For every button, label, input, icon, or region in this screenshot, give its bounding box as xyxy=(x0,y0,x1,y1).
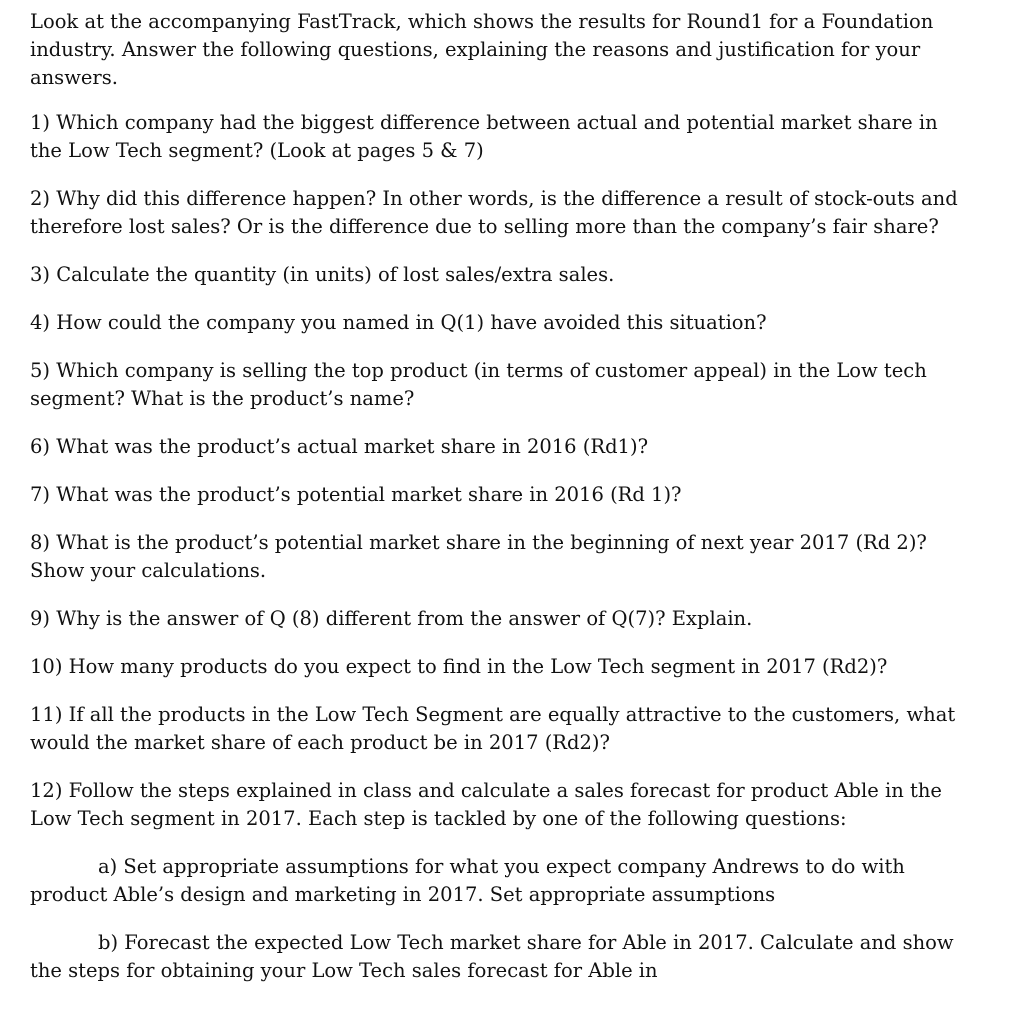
question-9: 9) Why is the answer of Q (8) different from the answer of Q(7)? Explain. xyxy=(30,607,753,630)
question-8: 8) What is the product’s potential market share in the beginning of next year 2017 (Rd 2)? Show your calculations. xyxy=(30,531,927,582)
document-body xyxy=(30,8,970,1005)
question-6: 6) What was the product’s actual market share in 2016 (Rd1)? xyxy=(30,435,649,458)
subquestion-a: a) Set appropriate assumptions for what you expect company Andrews to do with product Able’s design and marketing in 2017. Set appropriate assumptions xyxy=(30,855,905,906)
subquestion-b: b) Forecast the expected Low Tech market share for Able in 2017. Calculate and show the steps for obtaining your Low Tech sales forecast for Able in xyxy=(30,931,954,982)
question-12: 12) Follow the steps explained in class and calculate a sales forecast for product Able in the Low Tech segment in 2017. Each step is tackled by one of the following questions: xyxy=(30,779,942,830)
question-4: 4) How could the company you named in Q(1) have avoided this situation? xyxy=(30,311,767,334)
question-1: 1) Which company had the biggest difference between actual and potential market share in the Low Tech segment? (Look at pages 5 & 7) xyxy=(30,111,938,162)
question-5: 5) Which company is selling the top product (in terms of customer appeal) in the Low tech segment? What is the product’s name? xyxy=(30,359,927,410)
question-3: 3) Calculate the quantity (in units) of lost sales/extra sales. xyxy=(30,263,615,286)
question-2: 2) Why did this difference happen? In other words, is the difference a result of stock-outs and therefore lost sales? Or is the difference due to selling more than the company’s fair share? xyxy=(30,187,958,238)
question-7: 7) What was the product’s potential market share in 2016 (Rd 1)? xyxy=(30,483,682,506)
question-11: 11) If all the products in the Low Tech Segment are equally attractive to the customers, what would the market share of each product be in 2017 (Rd2)? xyxy=(30,703,956,754)
intro-paragraph: Look at the accompanying FastTrack, which shows the results for Round1 for a Foundation industry. Answer the following questions, explaining the reasons and justification for your answers. xyxy=(30,10,934,89)
question-10: 10) How many products do you expect to find in the Low Tech segment in 2017 (Rd2)? xyxy=(30,655,888,678)
